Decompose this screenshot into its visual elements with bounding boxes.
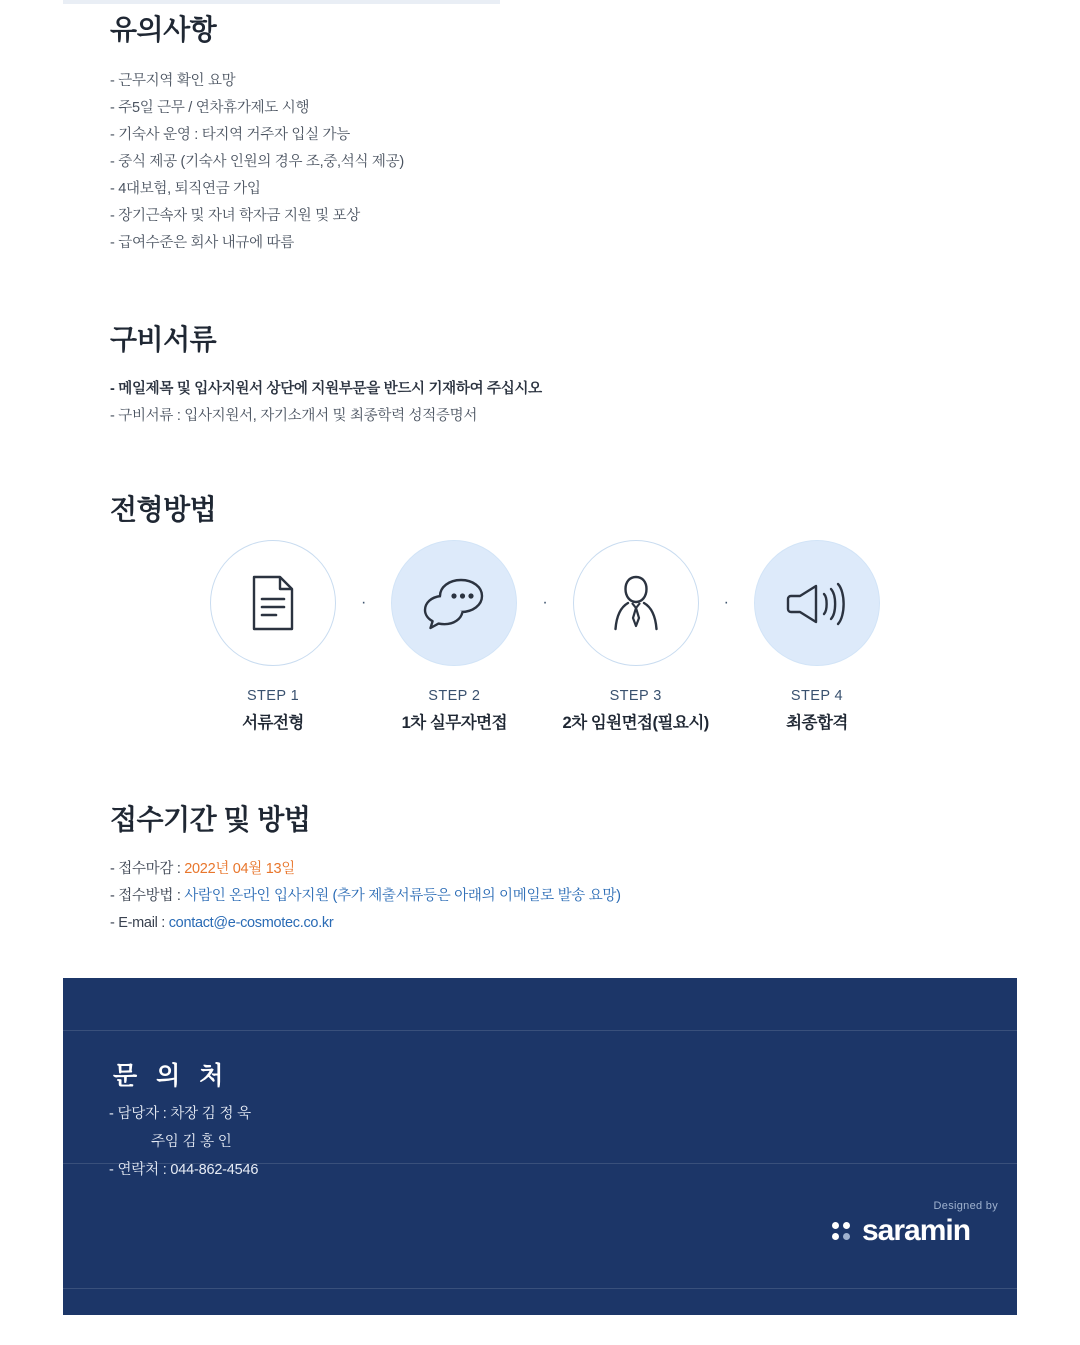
- apply-method-value: 사람인 온라인 입사지원 (추가 제출서류등은 아래의 이메일로 발송 요망): [184, 888, 621, 904]
- step-separator: ·: [723, 594, 729, 611]
- documents-list: [110, 376, 870, 430]
- step-separator: ·: [542, 594, 548, 611]
- person-tie-icon: [612, 574, 660, 632]
- process-section: [110, 488, 970, 528]
- apply-title: 접수기간 및 방법: [110, 804, 311, 835]
- apply-list: [110, 856, 910, 937]
- saramin-wordmark: saramin: [862, 1214, 971, 1247]
- step-3-title: 2차 임원면접(필요시): [562, 714, 709, 732]
- step-separator: ·: [361, 594, 367, 611]
- apply-deadline-label: - 접수마감 :: [110, 861, 185, 877]
- step-2-title: 1차 실무자면접: [401, 714, 508, 732]
- footer-divider-top: [63, 1030, 1017, 1031]
- documents-title: 구비서류: [110, 324, 217, 355]
- step-3-circle: [573, 540, 699, 666]
- process-step-4: [754, 540, 880, 733]
- list-item: - 장기근속자 및 자녀 학자금 지원 및 포상: [110, 208, 360, 224]
- list-item: - 근무지역 확인 요망: [110, 73, 236, 89]
- apply-email-value[interactable]: contact@e-cosmotec.co.kr: [168, 915, 334, 931]
- apply-email-label: - E-mail :: [110, 915, 169, 931]
- process-step-1: [210, 540, 336, 733]
- step-1-title: 서류전형: [242, 714, 304, 732]
- step-1-label: STEP 1: [246, 688, 300, 704]
- list-item: - 기숙사 운영 : 타지역 거주자 입실 가능: [110, 127, 350, 143]
- step-4-circle: [754, 540, 880, 666]
- list-item: - 메일제목 및 입사지원서 상단에 지원부문을 반드시 기재하여 주십시오: [110, 381, 542, 397]
- step-2-label: STEP 2: [428, 688, 481, 704]
- footer-contact-block: [63, 978, 1017, 1315]
- documents-section: [110, 318, 870, 430]
- footer-line-phone: - 연락처 : 044-862-4546: [109, 1162, 259, 1178]
- apply-method-row: [110, 883, 910, 910]
- top-divider-strip: [63, 0, 500, 4]
- footer-divider-bottom: [63, 1288, 1017, 1289]
- apply-section: [110, 798, 910, 937]
- step-3-label: STEP 3: [609, 688, 662, 704]
- process-step-3: [562, 540, 709, 733]
- footer-line-manager: - 담당자 : 차장 김 정 욱: [109, 1106, 251, 1122]
- apply-deadline-value: 2022년 04월 13일: [184, 861, 295, 877]
- process-title: 전형방법: [110, 494, 217, 525]
- notice-title: 유의사항: [110, 14, 217, 45]
- designed-by-label: Designed by: [933, 1200, 998, 1212]
- megaphone-icon: [786, 578, 848, 628]
- step-2-circle: [391, 540, 517, 666]
- footer-line-manager-2: 주임 김 홍 인: [151, 1134, 232, 1150]
- apply-deadline-row: [110, 856, 910, 883]
- apply-method-label: - 접수방법 :: [110, 888, 185, 904]
- document-icon: [250, 575, 296, 631]
- list-item: - 4대보험, 퇴직연금 가입: [110, 181, 261, 197]
- footer-title: 문 의 처: [113, 1062, 230, 1090]
- notice-list: [110, 68, 870, 257]
- process-steps: [210, 540, 880, 740]
- list-item: - 주5일 근무 / 연차휴가제도 시행: [110, 100, 310, 116]
- list-item: - 중식 제공 (기숙사 인원의 경우 조,중,석식 제공): [110, 154, 404, 170]
- saramin-logo: [818, 1200, 998, 1250]
- saramin-dots-icon: [832, 1222, 854, 1244]
- step-4-title: 최종합격: [786, 714, 848, 732]
- footer-contact-lines: [109, 1100, 258, 1184]
- list-item: - 급여수준은 회사 내규에 따름: [110, 235, 294, 251]
- step-1-circle: [210, 540, 336, 666]
- process-step-2: [391, 540, 517, 733]
- speech-bubbles-icon: [423, 576, 485, 630]
- list-item: - 구비서류 : 입사지원서, 자기소개서 및 최종학력 성적증명서: [110, 408, 478, 424]
- step-4-label: STEP 4: [790, 688, 844, 704]
- notice-section: [110, 8, 870, 257]
- apply-email-row: [110, 910, 910, 937]
